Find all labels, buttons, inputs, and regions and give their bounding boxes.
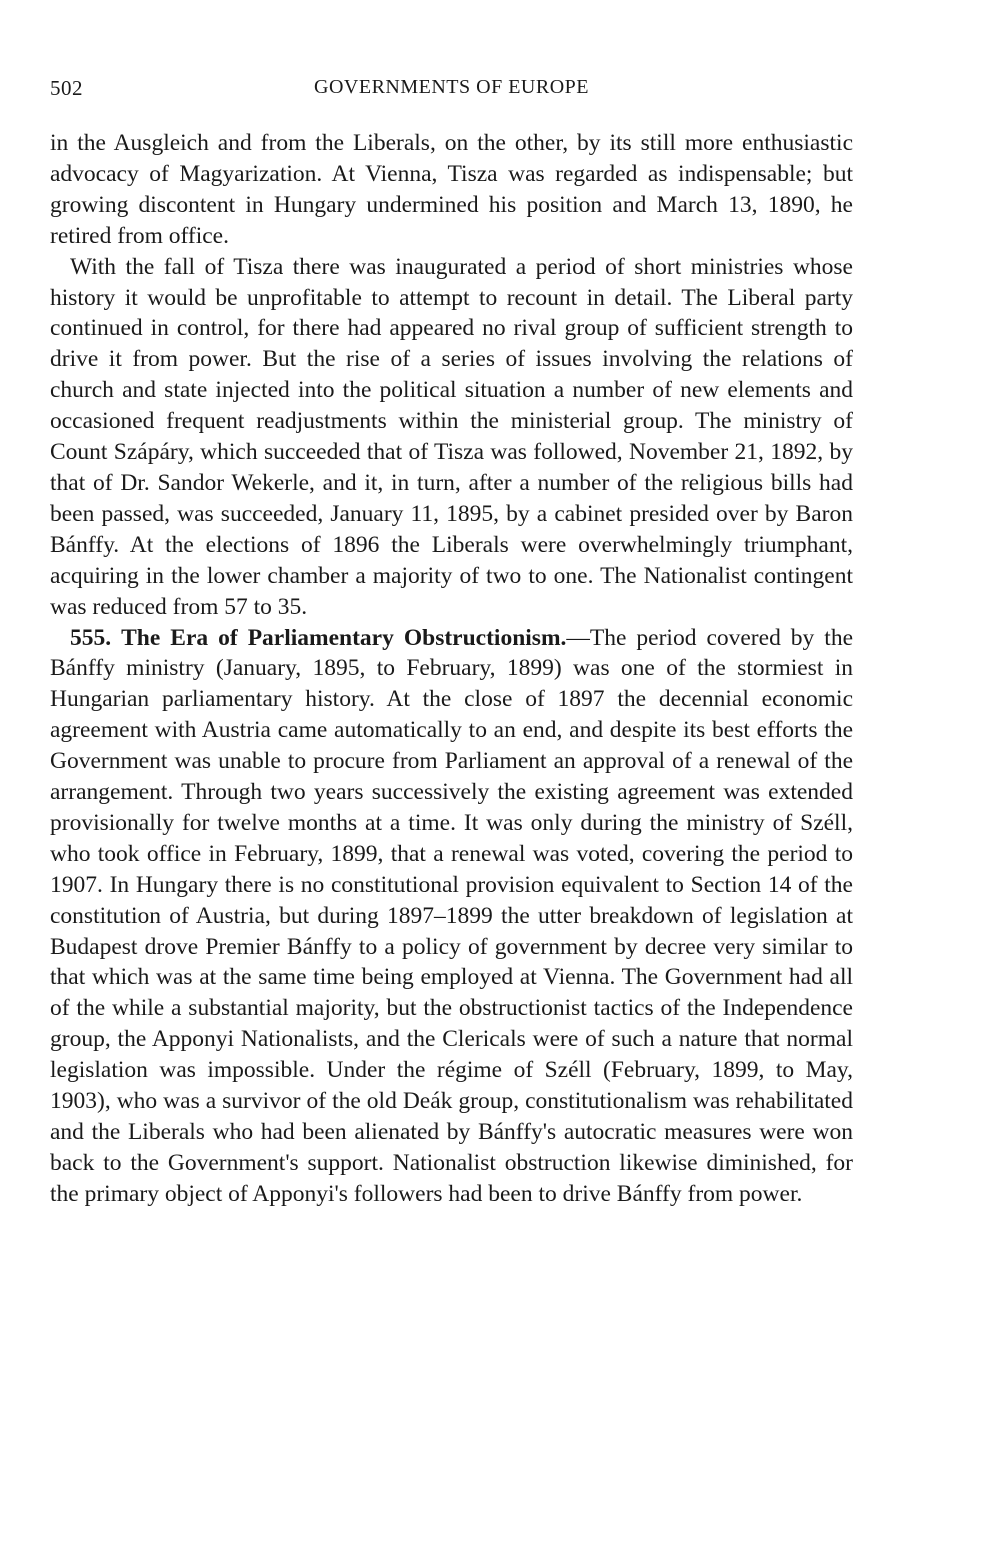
section-555-paragraph [50,623,853,1210]
page-number: 502 [50,76,83,100]
running-head [50,68,853,108]
paragraph-tisza-fall: With the fall of Tisza there was inaugurated a period of short ministries whose history it would be unprofitable to attempt to recount in detail. The Liberal party continued in control, for there had appeared no rival group of sufficient strength to drive it from power. But the rise of a series of issues involving the relations of church and state injected into the political situation a number of new elements and occasioned frequent readjustments within the ministerial group. The ministry of Count Szápáry, which succeeded that of Tisza was followed, November 21, 1892, by that of Dr. Sandor Wekerle, and it, in turn, after a number of the religious bills had been passed, was succeeded, January 11, 1895, by a cabinet presided over by Baron Bánffy. At the elections of 1896 the Liberals were overwhelmingly triumphant, acquiring in the lower chamber a majority of two to one. The Nationalist contingent was reduced from 57 to 35. [50,253,853,620]
running-title: GOVERNMENTS OF EUROPE [314,76,589,98]
section-heading: The Era of Parliamentary Obstructionism. [121,624,567,651]
section-text: —The period covered by the Bánffy ministry (January, 1895, to February, 1899) was one of the stormiest in Hungarian parliamentary history. At the close of 1897 the decennial economic agreement with Austria came automatically to an end, and despite its best efforts the Government was unable to procure from Parliament an approval of a renewal of the arrangement. Through two years successively the existing agreement was extended provisionally for twelve months at a time. It was only during the ministry of Széll, who took office in February, 1899, that a renewal was voted, covering the period to 1907. In Hungary there is no constitutional provision equivalent to Section 14 of the constitution of Austria, but during 1897–1899 the utter breakdown of legislation at Budapest drove Premier Bánffy to a policy of government by decree very similar to that which was at the same time being employed at Vienna. The Government had all of the while a substantial majority, but the obstructionist tactics of the Independence group, the Apponyi Nationalists, and the Clericals were of such a nature that normal legislation was impossible. Under the régime of Széll (February, 1899, to May, 1903), who was a survivor of the old Deák group, constitutionalism was rehabilitated and the Liberals who had been alienated by Bánffy's autocratic measures were won back to the Government's support. Nationalist obstruction likewise diminished, for the primary object of Apponyi's followers had been to drive Bánffy from power. [50,624,853,1207]
paragraph-continuation: in the Ausgleich and from the Liberals, on the other, by its still more enthusiastic advocacy of Magyarization. At Vienna, Tisza was regarded as indispensable; but growing discontent in Hungary undermined his position and March 13, 1890, he retired from office. [50,130,853,249]
section-number: 555. [70,624,112,651]
body-text [50,128,853,1210]
book-page [50,68,853,1210]
